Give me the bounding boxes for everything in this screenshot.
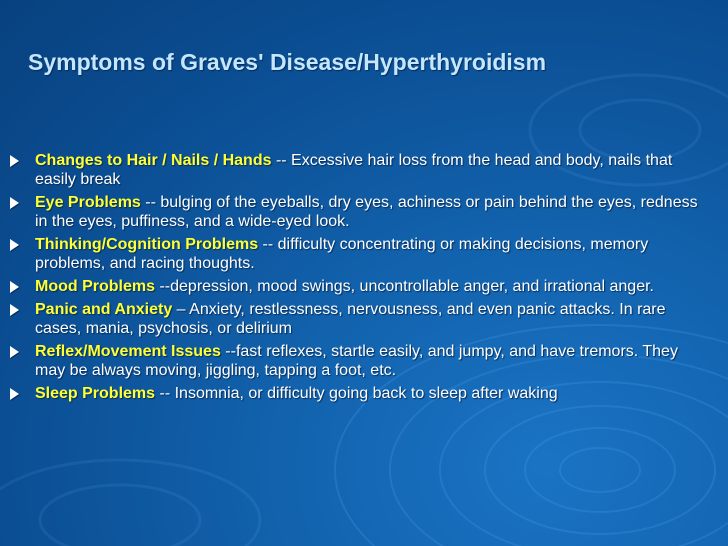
- item-text: --depression, mood swings, uncontrollable anger, and irrational anger.: [155, 278, 654, 295]
- arrow-bullet-icon: [10, 155, 19, 167]
- item-text: -- Excessive hair loss from the head and body, nails that easily break: [35, 152, 673, 188]
- item-heading: Reflex/Movement Issues: [35, 343, 221, 360]
- item-text: --fast reflexes, startle easily, and jumpy, and have tremors. They may be always moving, jiggling, tapping a foot, etc.: [35, 343, 678, 379]
- item-heading: Eye Problems: [35, 194, 141, 211]
- arrow-bullet-icon: [10, 197, 19, 209]
- item-heading: Sleep Problems: [35, 385, 156, 402]
- list-item: [10, 193, 710, 231]
- arrow-bullet-icon: [10, 304, 19, 316]
- item-heading: Panic and Anxiety: [35, 301, 173, 318]
- item-heading: Changes to Hair / Nails / Hands: [35, 152, 272, 169]
- item-text: -- bulging of the eyeballs, dry eyes, achiness or pain behind the eyes, redness in the eyes, puffiness, and a wide-eyed look.: [35, 194, 698, 230]
- arrow-bullet-icon: [10, 239, 19, 251]
- arrow-bullet-icon: [10, 346, 19, 358]
- item-heading: Thinking/Cognition Problems: [35, 236, 259, 253]
- list-item: [10, 300, 710, 338]
- arrow-bullet-icon: [10, 281, 19, 293]
- list-item: [10, 384, 710, 403]
- symptom-list: [10, 151, 710, 407]
- item-heading: Mood Problems: [35, 278, 156, 295]
- list-item: [10, 235, 710, 273]
- arrow-bullet-icon: [10, 388, 19, 400]
- list-item: [10, 342, 710, 380]
- item-text: -- Insomnia, or difficulty going back to sleep after waking: [155, 385, 558, 402]
- item-text: – Anxiety, restlessness, nervousness, and even panic attacks. In rare cases, mania, psychosis, or delirium: [35, 301, 666, 337]
- item-text: -- difficulty concentrating or making decisions, memory problems, and racing thoughts.: [35, 236, 649, 272]
- list-item: [10, 277, 710, 296]
- slide-title: Symptoms of Graves' Disease/Hyperthyroidism: [28, 49, 547, 75]
- list-item: [10, 151, 710, 189]
